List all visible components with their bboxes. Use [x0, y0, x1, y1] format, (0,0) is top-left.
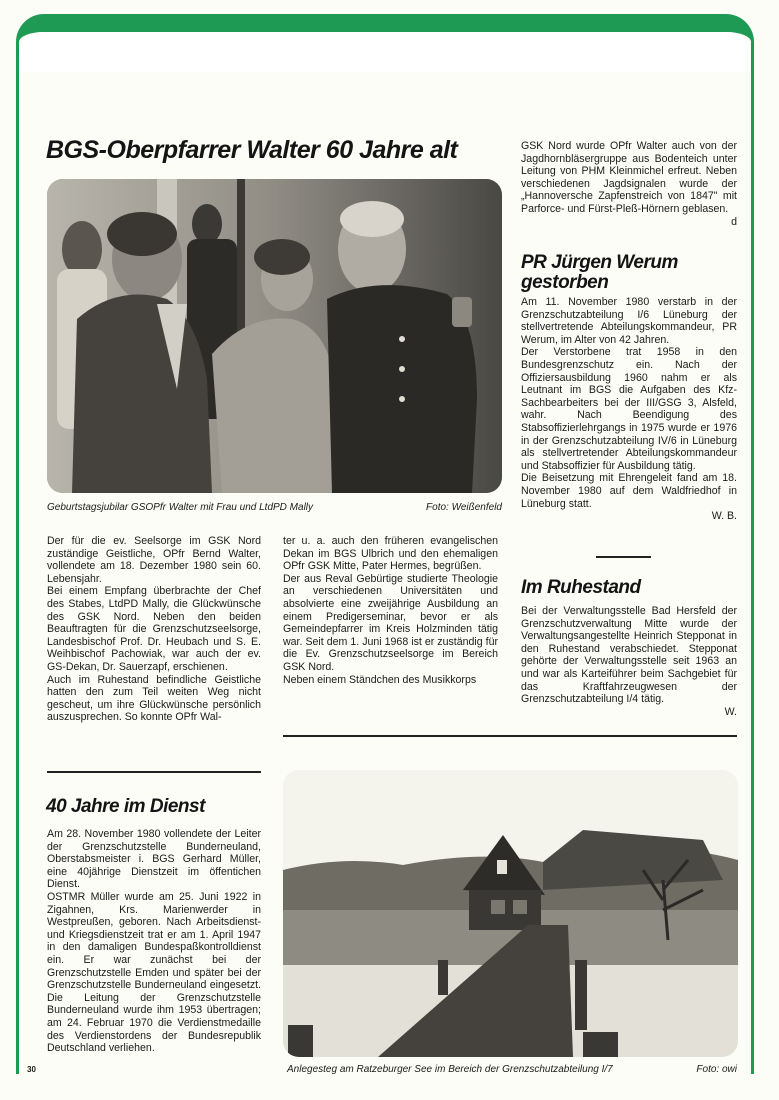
main-article-column-1 [47, 535, 261, 724]
paragraph: Auch im Ruhestand befindliche Geistliche hatten den zum Teil weiten Weg nicht gescheut, um ihre Glückwünsche persönlich auszusprechen. So konnte OPfr Wal- [47, 673, 261, 724]
paragraph: ter u. a. auch den früheren evangelischen Dekan im BGS Ulbrich und den ehemaligen OPfr GSK Mitte, Pater Hermes, begrüßen. [283, 535, 498, 573]
photo-credit: Foto: owi [696, 1064, 737, 1075]
photo-credit: Foto: Weißenfeld [426, 502, 502, 513]
paragraph: Am 11. November 1980 verstarb in der Grenzschutzabteilung I/6 Lüneburg der stellvertretende Abteilungskommandeur, PR Werum, im Alter von 42 Jahren. [521, 296, 737, 346]
paragraph: Der aus Reval Gebürtige studierte Theologie an verschiedenen Universitäten und absolvierte eine zweijährige Ausbildung an einem Predigerseminar, bevor er als Gemeindepfarrer im Kreis Holzminden tätig war. Seit dem 1. Juni 1968 ist er zuständig für die Ev. Grenzschutzseelsorge im Bereich GSK Nord. [283, 572, 498, 673]
main-article-column-2 [283, 535, 498, 686]
lake-photo-caption [287, 1064, 737, 1075]
ruhestand-article-title: Im Ruhestand [521, 577, 641, 598]
werum-article-title: PR Jürgen Werum gestorben [521, 252, 678, 293]
paragraph: Die Beisetzung mit Ehrengeleit fand am 18. November 1980 auf dem Waldfriedhof in Lüneburg statt. [521, 472, 737, 510]
signature: d [731, 215, 737, 228]
ruhestand-article-body [521, 605, 737, 718]
paragraph: OSTMR Müller wurde am 25. Juni 1922 in Zigahnen, Krs. Marienwerder in Westpreußen, geboren. Nach Arbeitsdienst- und Kriegsdienstzeit trat er am 1. April 1947 in den damaligen Bundespaßkontrolldienst ein. Er war zunächst bei der Grenzschutzstelle Emden und später bei der Grenzschutzstelle Bunderneuland eingesetzt. Die Leitung der Grenzschutzstelle Bunderneuland wurde ihm 1953 übertragen; am 24. Februar 1970 die Verdienstmedaille des Verdienstordens der Bundesrepublik Deutschland verliehen. [47, 890, 261, 1055]
reception-photo-image [47, 179, 502, 493]
divider-right [283, 735, 737, 737]
reception-photo [47, 179, 502, 493]
dienst-article-title: 40 Jahre im Dienst [46, 796, 205, 817]
signature: W. B. [711, 510, 737, 523]
paragraph: Neben einem Ständchen des Musikkorps [283, 673, 477, 686]
signature: W. [724, 705, 737, 718]
page-number: 30 [27, 1065, 36, 1074]
lake-photo-image [283, 770, 738, 1057]
caption-text: Geburtstagsjubilar GSOPfr Walter mit Frau und LtdPD Mally [47, 502, 314, 513]
main-article-title: BGS-Oberpfarrer Walter 60 Jahre alt [46, 136, 458, 164]
page-border-inner [19, 32, 751, 72]
paragraph: GSK Nord wurde OPfr Walter auch von der Jagdhornbläsergruppe aus Bodenteich unter Leitung von PHM Kleinmichel erfreut. Neben verschiedenen Jagdsignalen wurde der „Hannoversche Zapfenstreich von 1847" mit Parforce- und Fürst-Pleß-Hörnern geblasen. [521, 140, 737, 215]
lake-photo [283, 770, 738, 1057]
paragraph: Bei einem Empfang überbrachte der Chef des Stabes, LtdPD Mally, die Glückwünsche des GSK Nord. Neben den beiden Beauftragten für die Grenzschutzseelsorge, Landesbischof Prof. Dr. Heubach und S. E. Weihbischof Pachowiak, war auch der ev. GS-Dekan, Dr. Sauerzapf, erschienen. [47, 585, 261, 673]
short-divider [596, 556, 651, 558]
caption-text: Anlegesteg am Ratzeburger See im Bereich der Grenzschutzabteilung I/7 [287, 1064, 613, 1075]
divider-left [47, 771, 261, 773]
paragraph: Der Verstorbene trat 1958 in den Bundesgrenzschutz ein. Nach der Offiziersausbildung 1960 nahm er als Leutnant im BGS die Aufgaben des Kfz-Sachbearbeiters bei der III/GSG 3, Alsfeld, wahr. Nach Beendigung des Stabsoffizierlehrgangs in 1975 wurde er 1976 in der Grenzschutzabteilung IV/6 in Lüneburg als stellvertretender Abteilungskommandeur und Stabsoffizier für Ausbildung tätig. [521, 346, 737, 472]
paragraph: Der für die ev. Seelsorge im GSK Nord zuständige Geistliche, OPfr Bernd Walter, vollendete am 18. Dezember 1980 sein 60. Lebensjahr. [47, 535, 261, 585]
reception-photo-caption [47, 502, 502, 513]
main-article-column-3 [521, 140, 737, 228]
paragraph: Am 28. November 1980 vollendete der Leiter der Grenzschutzstelle Bunderneuland, Oberstabsmeister i. BGS Gerhard Müller, eine 40jährige Dienstzeit im öffentichen Dienst. [47, 828, 261, 891]
dienst-article-body [47, 828, 261, 1055]
paragraph: Bei der Verwaltungsstelle Bad Hersfeld der Grenzschutzverwaltung Mitte wurde der Verwaltungsangestellte Heinrich Stepponat in den Ruhestand verabschiedet. Stepponat gehörte der Verwaltungsstelle seit 1963 an und war als Karteiführer beim Sachgebiet für das Kraftfahrzeugwesen der Grenzschutzabteilung I/4 tätig. [521, 605, 737, 706]
werum-article-body [521, 296, 737, 523]
